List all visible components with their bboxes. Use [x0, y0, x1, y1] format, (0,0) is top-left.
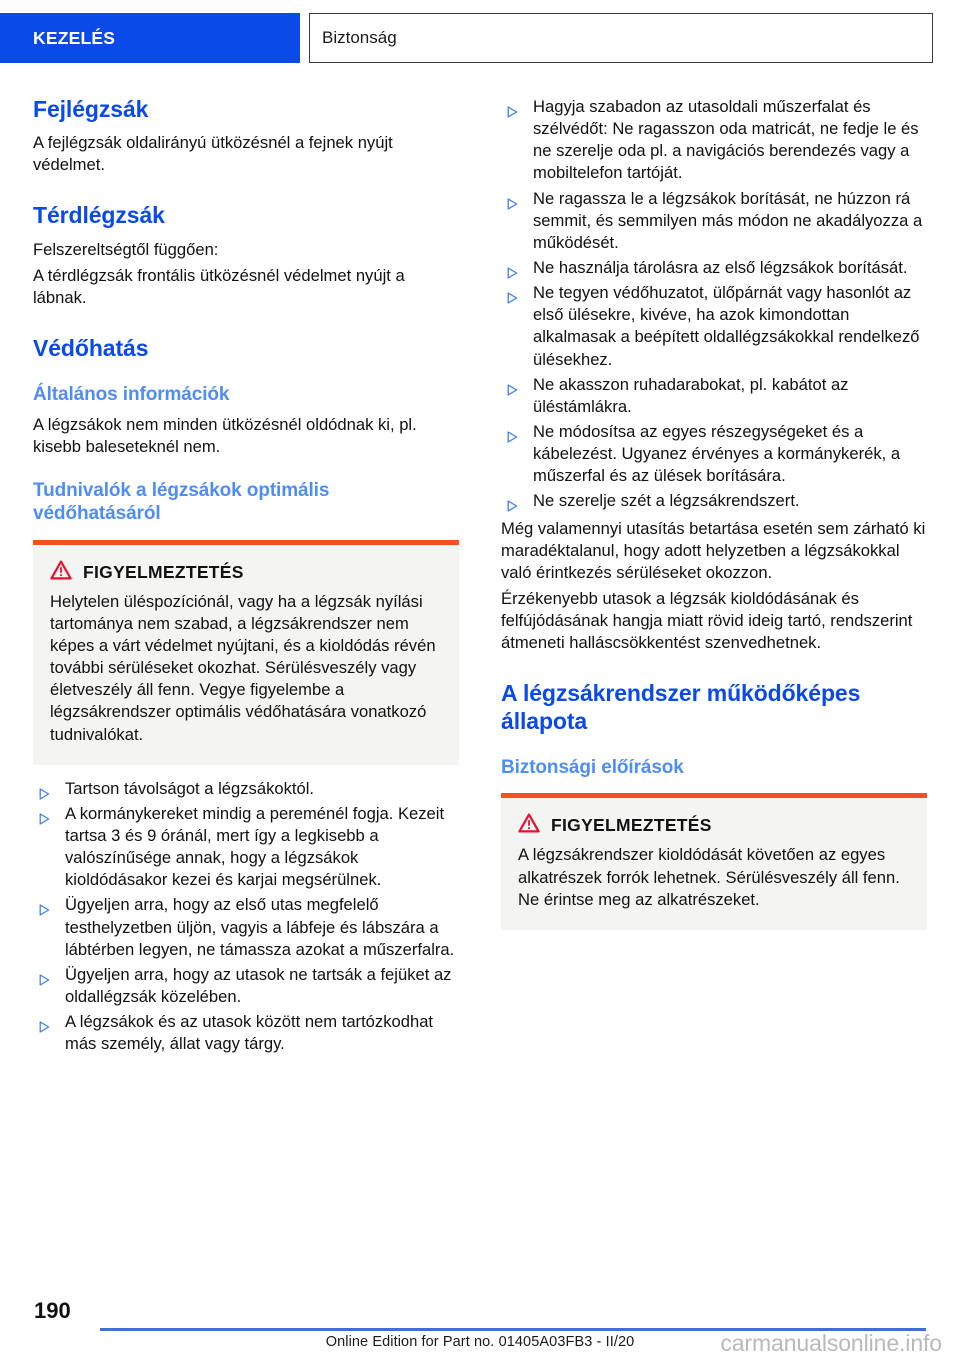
- warning-body: A légzsákrendszer kioldódását követően az egyes alkatrészek forrók lehetnek. Sérülésveszély áll fenn. Ne érintse meg az alkatrészeket.: [518, 845, 900, 909]
- triangle-bullet-icon: [39, 970, 50, 982]
- list-item: [33, 778, 459, 800]
- page-footer: [0, 1276, 960, 1362]
- footer-edition-text: Online Edition for Part no. 01405A03FB3 - II/20: [325, 1334, 635, 1350]
- heading-vedohatas: Védőhatás: [33, 334, 149, 361]
- triangle-bullet-icon: [39, 784, 50, 796]
- triangle-bullet-icon: [507, 194, 518, 206]
- list-item-text: Ügyeljen arra, hogy az utasok ne tartsák a fejüket az oldallégzsák közelében.: [65, 964, 452, 1006]
- heading-mukodokepes-allapota: A légzsákrendszer működőképes állapota: [501, 680, 861, 734]
- heading-fejlegzsak: Fejlégzsák: [33, 96, 149, 122]
- paragraph-felszereltseg: Felszereltségtől függően:: [33, 239, 219, 259]
- list-item-text: Ne szerelje szét a légzsákrendszert.: [533, 491, 800, 511]
- paragraph-erzekenyebb: Érzékenyebb utasok a légzsák kioldódásának és felfújódásának hangja miatt rövid ideig tartó, rendszerint átmeneti halláscsökkentést szenvedhetnek.: [501, 588, 913, 653]
- paragraph-altalanos: A légzsákok nem minden ütközésnél oldódnak ki, pl. kisebb baleseteknél nem.: [33, 414, 417, 457]
- list-item-text: Ne ragassza le a légzsákok borítását, ne húzzon rá semmit, és semmilyen más módon ne akadályozza a működését.: [533, 188, 923, 252]
- warning-triangle-icon: [518, 813, 540, 838]
- bullet-list-right: [501, 96, 927, 513]
- triangle-bullet-icon: [507, 427, 518, 439]
- list-item-text: Tartson távolságot a légzsákoktól.: [65, 778, 315, 798]
- heading-terdlegzsak: Térdlégzsák: [33, 202, 165, 229]
- triangle-bullet-icon: [507, 263, 518, 275]
- list-item: [501, 374, 927, 418]
- list-item-text: Ne használja tárolásra az első légzsákok borítását.: [533, 257, 908, 277]
- header-section-tab: [0, 13, 300, 63]
- paragraph-meg-valamennyi: Még valamennyi utasítás betartása esetén sem zárható ki maradéktalanul, hogy adott helyzetben a légzsákokkal való érintkezés sérüléseket okozzon.: [501, 518, 926, 582]
- list-item-text: Ne tegyen védőhuzatot, ülőpárnát vagy hasonlót az első ülésekre, kivéve, ha azok kimondottan alkalmasak a beépített oldallégzsákokkal rendelkező ülésekhez.: [533, 283, 920, 369]
- list-item-text: A kormánykereket mindig a pereménél fogja. Kezeit tartsa 3 és 9 óránál, mert így a legkisebb a valószínűsége annak, hogy a légzsákok kioldódásakor kezei és karjai megsérülnek.: [65, 803, 445, 890]
- warning-box-right: [501, 793, 927, 929]
- list-item: [33, 1011, 459, 1055]
- triangle-bullet-icon: [39, 900, 50, 912]
- warning-triangle-icon: [50, 560, 72, 585]
- triangle-bullet-icon: [39, 1017, 50, 1029]
- bullet-list-left: [33, 778, 459, 1056]
- list-item-text: Hagyja szabadon az utasoldali műszerfalat és szélvédőt: Ne ragasszon oda matricát, ne fedje le és ne szerelje oda pl. a navigációs berendezés vagy a mobiltelefon tartóját.: [533, 97, 919, 183]
- list-item-text: Ügyeljen arra, hogy az első utas megfelelő testhelyzetben üljön, vagyis a lábfeje és lábszára a lábtérben legyen, ne támassza azokat a műszerfalra.: [65, 895, 455, 959]
- list-item: [501, 257, 927, 279]
- page-header: [0, 13, 960, 63]
- list-item: [501, 421, 927, 487]
- triangle-bullet-icon: [507, 102, 518, 114]
- list-item-text: A légzsákok és az utasok között nem tartózkodhat más személy, állat vagy tárgy.: [65, 1012, 434, 1054]
- list-item-text: Ne módosítsa az egyes részegységeket és a kábelezést. Ugyanez érvényes a kormánykerék, a műszerfal és az ülések borítására.: [533, 421, 901, 486]
- triangle-bullet-icon: [507, 380, 518, 392]
- paragraph-terdlegzsak: A térdlégzsák frontális ütközésnél védelmet nyújt a lábnak.: [33, 265, 405, 307]
- list-item: [33, 803, 459, 892]
- watermark-text: carmanualsonline.info: [720, 1330, 942, 1356]
- content-columns: [33, 96, 927, 1058]
- list-item-text: Ne akasszon ruhadarabokat, pl. kabátot az üléstámlákra.: [533, 374, 849, 416]
- right-column: [501, 96, 927, 1058]
- header-topic-label: Biztonság: [322, 28, 397, 47]
- list-item: [501, 282, 927, 371]
- warning-box-left: [33, 540, 459, 765]
- triangle-bullet-icon: [39, 809, 50, 821]
- header-topic-tab: [309, 13, 933, 63]
- warning-header: [518, 813, 910, 838]
- warning-body: Helytelen üléspozíciónál, vagy ha a légzsák nyílási tartománya nem szabad, a légzsákrendszer nem képes a várt védelmet nyújtani, és a kioldódás révén további sérüléseket okozhat. Sérülésveszély vagy életveszély áll fenn. Vegye figyelembe a légzsákrendszer optimális védőhatására vonatkozó tudnivalókat.: [50, 591, 436, 744]
- list-item: [33, 894, 459, 960]
- warning-title: FIGYELMEZTETÉS: [83, 561, 244, 582]
- paragraph-fejlegzsak: A fejlégzsák oldalirányú ütközésnél a fejnek nyújt védelmet.: [33, 133, 393, 175]
- warning-title: FIGYELMEZTETÉS: [551, 815, 712, 836]
- list-item: [33, 964, 459, 1008]
- page-number: 190: [34, 1298, 71, 1323]
- list-item: [501, 188, 927, 254]
- list-item: [501, 490, 927, 512]
- header-section-label: KEZELÉS: [33, 27, 116, 48]
- heading-biztonsagi-eloirasok: Biztonsági előírások: [501, 756, 684, 778]
- left-column: [33, 96, 459, 1058]
- heading-tudnivalok: Tudnivalók a légzsákok optimális védőhatásáról: [33, 480, 330, 524]
- triangle-bullet-icon: [507, 288, 518, 300]
- list-item: [501, 96, 927, 185]
- triangle-bullet-icon: [507, 496, 518, 508]
- heading-altalanos-informaciok: Általános információk: [33, 384, 230, 406]
- warning-header: [50, 560, 442, 585]
